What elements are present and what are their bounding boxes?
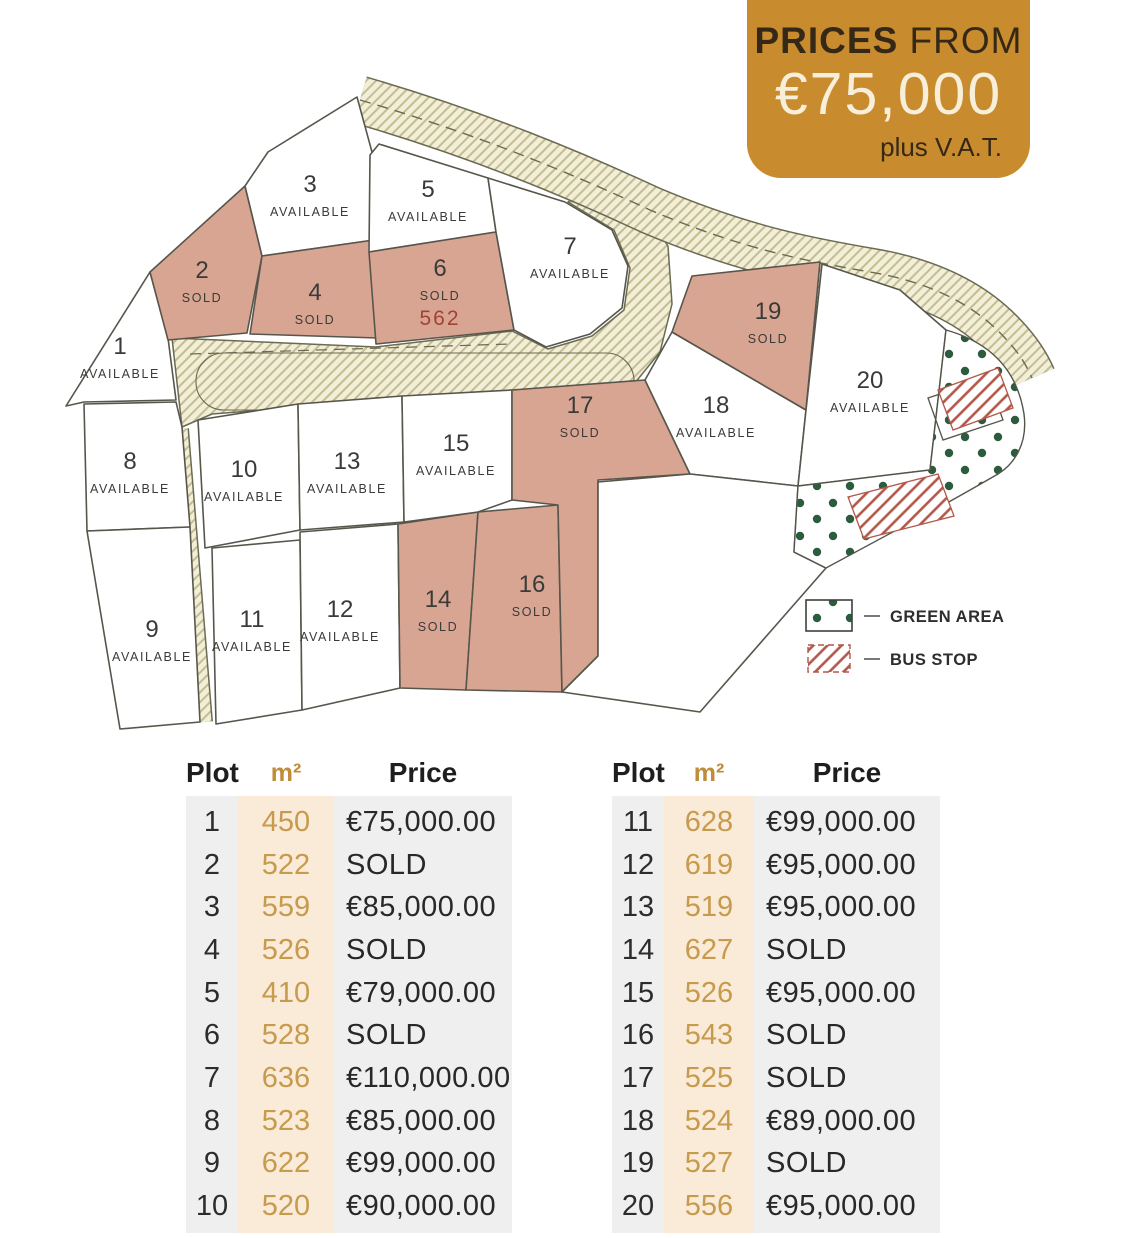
plot-9-shape bbox=[87, 527, 200, 729]
table-row-plot-4 bbox=[186, 929, 512, 972]
table-row-plot-19 bbox=[612, 1143, 940, 1186]
cell-price: €79,000.00 bbox=[346, 976, 497, 1009]
plot-14-number: 14 bbox=[424, 586, 452, 613]
plot-17-status: SOLD bbox=[559, 426, 601, 440]
cell-plot: 5 bbox=[203, 976, 221, 1009]
header-plot: Plot bbox=[612, 757, 665, 788]
plot-16-status: SOLD bbox=[511, 605, 553, 619]
plot-2-status: SOLD bbox=[181, 291, 223, 305]
cell-area: 527 bbox=[684, 1147, 734, 1180]
plot-15-number: 15 bbox=[442, 430, 470, 457]
price-badge bbox=[747, 0, 1030, 178]
badge-vat-note: plus V.A.T. bbox=[880, 132, 1002, 162]
table-row-plot-9 bbox=[186, 1143, 512, 1186]
cell-plot: 9 bbox=[203, 1147, 221, 1180]
table-row-plot-10 bbox=[186, 1185, 512, 1228]
cell-area: 519 bbox=[684, 891, 734, 924]
plot-11-number: 11 bbox=[239, 606, 265, 633]
cell-area: 450 bbox=[261, 805, 311, 838]
cell-area: 522 bbox=[261, 848, 311, 881]
cell-plot: 20 bbox=[621, 1190, 655, 1223]
cell-plot: 17 bbox=[621, 1061, 655, 1094]
cell-area: 526 bbox=[684, 976, 734, 1009]
header-area: m² bbox=[270, 758, 302, 787]
table-row-plot-1 bbox=[186, 801, 512, 844]
cell-area: 627 bbox=[684, 933, 734, 966]
table-row-plot-12 bbox=[612, 844, 940, 887]
badge-title bbox=[755, 22, 1023, 59]
cell-area: 525 bbox=[684, 1061, 734, 1094]
cell-price: €95,000.00 bbox=[766, 1190, 917, 1223]
badge-title-strong: PRICES bbox=[754, 20, 899, 61]
cell-area: 622 bbox=[261, 1147, 311, 1180]
cell-price: SOLD bbox=[766, 1019, 847, 1052]
badge-title-from: FROM bbox=[909, 20, 1023, 61]
table-row-plot-7 bbox=[186, 1057, 512, 1100]
table-row-plot-8 bbox=[186, 1100, 512, 1143]
cell-price: SOLD bbox=[766, 1147, 847, 1180]
plot-10-number: 10 bbox=[230, 456, 258, 483]
plot-20-status: AVAILABLE bbox=[830, 401, 910, 415]
cell-price: SOLD bbox=[766, 933, 847, 966]
cell-plot: 1 bbox=[203, 805, 221, 838]
plot-8-status: AVAILABLE bbox=[90, 482, 170, 496]
cell-plot: 16 bbox=[621, 1019, 655, 1052]
plot-2-number: 2 bbox=[195, 257, 209, 284]
table-row-plot-11 bbox=[612, 801, 940, 844]
cell-plot: 7 bbox=[203, 1061, 221, 1094]
price-table-left bbox=[186, 750, 512, 1233]
cell-area: 526 bbox=[261, 933, 311, 966]
cell-price: €110,000.00 bbox=[346, 1061, 511, 1094]
plot-6-status: SOLD bbox=[419, 289, 461, 303]
table-row-plot-20 bbox=[612, 1185, 940, 1228]
cell-price: €85,000.00 bbox=[346, 1104, 497, 1137]
cell-plot: 6 bbox=[203, 1019, 221, 1052]
price-table-right bbox=[612, 750, 940, 1233]
cell-plot: 3 bbox=[203, 891, 221, 924]
cell-area: 636 bbox=[261, 1061, 311, 1094]
cell-price: €99,000.00 bbox=[346, 1147, 497, 1180]
cell-plot: 8 bbox=[203, 1104, 221, 1137]
plot-7-status: AVAILABLE bbox=[530, 267, 610, 281]
plot-17-number: 17 bbox=[566, 392, 594, 419]
cell-plot: 4 bbox=[203, 933, 221, 966]
plot-18-status: AVAILABLE bbox=[676, 426, 756, 440]
plot-14-status: SOLD bbox=[417, 620, 459, 634]
plot-7-number: 7 bbox=[563, 233, 577, 260]
table-row-plot-16 bbox=[612, 1014, 940, 1057]
cell-area: 524 bbox=[684, 1104, 734, 1137]
cell-area: 410 bbox=[261, 976, 311, 1009]
table-row-plot-15 bbox=[612, 972, 940, 1015]
table-row-plot-3 bbox=[186, 886, 512, 929]
plot-5-number: 5 bbox=[421, 176, 435, 203]
legend-green-area-label: GREEN AREA bbox=[890, 608, 1005, 626]
header-area: m² bbox=[693, 758, 725, 787]
map-legend bbox=[806, 600, 1004, 672]
open-area-shape bbox=[562, 474, 826, 712]
bus-stop-swatch bbox=[808, 645, 850, 672]
plot-20-number: 20 bbox=[856, 367, 884, 394]
cell-plot: 14 bbox=[621, 933, 655, 966]
table-row-plot-5 bbox=[186, 972, 512, 1015]
cell-price: €85,000.00 bbox=[346, 891, 497, 924]
plot-1-status: AVAILABLE bbox=[80, 367, 160, 381]
plot-19-status: SOLD bbox=[747, 332, 789, 346]
plot-1-number: 1 bbox=[113, 333, 127, 360]
cell-area: 543 bbox=[684, 1019, 734, 1052]
cell-plot: 12 bbox=[621, 848, 655, 881]
cell-area: 559 bbox=[261, 891, 311, 924]
cell-area: 520 bbox=[261, 1190, 311, 1223]
plot-16-shape bbox=[466, 505, 562, 692]
cell-price: SOLD bbox=[346, 1019, 427, 1052]
table-row-plot-17 bbox=[612, 1057, 940, 1100]
plot-3-number: 3 bbox=[303, 171, 317, 198]
table-row-plot-6 bbox=[186, 1014, 512, 1057]
plot-16-number: 16 bbox=[518, 571, 546, 598]
cell-area: 528 bbox=[261, 1019, 311, 1052]
green-area-swatch bbox=[806, 600, 852, 631]
plot-18-number: 18 bbox=[702, 392, 730, 419]
plot-13-status: AVAILABLE bbox=[307, 482, 387, 496]
cell-price: €95,000.00 bbox=[766, 848, 917, 881]
plot-19-number: 19 bbox=[754, 298, 782, 325]
cell-plot: 15 bbox=[621, 976, 655, 1009]
plot-13-number: 13 bbox=[333, 448, 361, 475]
plot-6-number: 6 bbox=[433, 255, 447, 282]
table-header bbox=[186, 750, 512, 796]
plot-3-status: AVAILABLE bbox=[270, 205, 350, 219]
plot-8-shape bbox=[84, 402, 190, 531]
cell-price: €95,000.00 bbox=[766, 976, 917, 1009]
cell-plot: 13 bbox=[621, 891, 655, 924]
cell-price: SOLD bbox=[766, 1061, 847, 1094]
plot-12-status: AVAILABLE bbox=[300, 630, 380, 644]
cell-price: SOLD bbox=[346, 933, 427, 966]
cell-area: 619 bbox=[684, 848, 734, 881]
plot-9-number: 9 bbox=[145, 616, 159, 643]
badge-amount: €75,000 bbox=[774, 61, 1003, 127]
table-row-plot-14 bbox=[612, 929, 940, 972]
plot-12-number: 12 bbox=[326, 596, 354, 623]
table-row-plot-18 bbox=[612, 1100, 940, 1143]
cell-price: €75,000.00 bbox=[346, 805, 497, 838]
cell-price: €89,000.00 bbox=[766, 1104, 917, 1137]
cell-plot: 2 bbox=[203, 848, 221, 881]
table-row-plot-13 bbox=[612, 886, 940, 929]
plot-4-number: 4 bbox=[308, 279, 322, 306]
header-price: Price bbox=[388, 757, 458, 788]
plot-9-status: AVAILABLE bbox=[112, 650, 192, 664]
cell-plot: 18 bbox=[621, 1104, 655, 1137]
plot-6-area-note: 562 bbox=[419, 307, 461, 330]
table-header bbox=[612, 750, 940, 796]
table-body bbox=[186, 796, 512, 1233]
header-plot: Plot bbox=[186, 757, 239, 788]
table-row-plot-2 bbox=[186, 844, 512, 887]
cell-area: 556 bbox=[684, 1190, 734, 1223]
table-body bbox=[612, 796, 940, 1233]
plot-10-status: AVAILABLE bbox=[204, 490, 284, 504]
plot-11-status: AVAILABLE bbox=[212, 640, 292, 654]
cell-area: 628 bbox=[684, 805, 734, 838]
legend-bus-stop-label: BUS STOP bbox=[890, 651, 979, 669]
cell-price: €95,000.00 bbox=[766, 891, 917, 924]
plot-4-status: SOLD bbox=[294, 313, 336, 327]
cell-plot: 11 bbox=[622, 805, 654, 838]
cell-price: €99,000.00 bbox=[766, 805, 917, 838]
cell-plot: 10 bbox=[195, 1190, 229, 1223]
plot-8-number: 8 bbox=[123, 448, 137, 475]
plot-5-status: AVAILABLE bbox=[388, 210, 468, 224]
header-price: Price bbox=[812, 757, 882, 788]
cell-plot: 19 bbox=[621, 1147, 655, 1180]
plot-15-status: AVAILABLE bbox=[416, 464, 496, 478]
cell-area: 523 bbox=[261, 1104, 311, 1137]
cell-price: SOLD bbox=[346, 848, 427, 881]
cell-price: €90,000.00 bbox=[346, 1190, 497, 1223]
